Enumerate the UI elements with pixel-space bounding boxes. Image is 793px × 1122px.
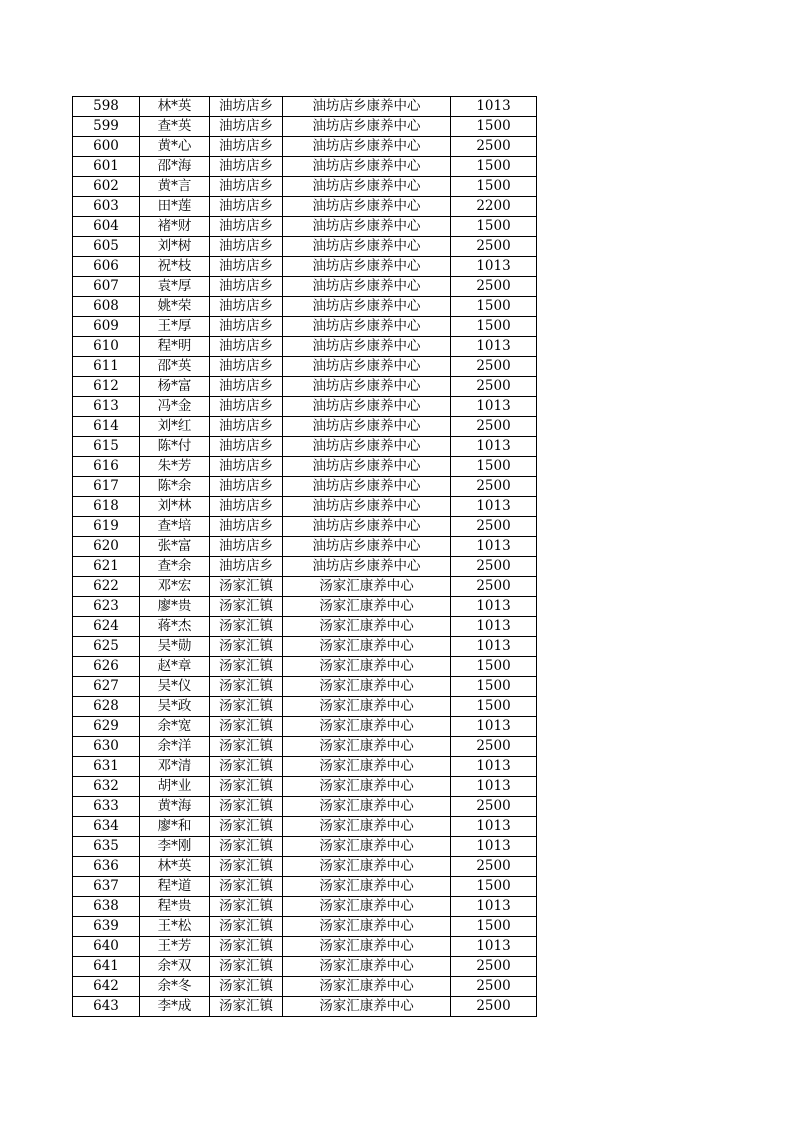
care-center-cell: 油坊店乡康养中心 [283, 337, 451, 357]
row-number-cell: 631 [73, 757, 140, 777]
row-number-cell: 639 [73, 917, 140, 937]
care-center-cell: 油坊店乡康养中心 [283, 137, 451, 157]
table-row [73, 477, 537, 497]
table-row [73, 717, 537, 737]
town-cell: 汤家汇镇 [210, 697, 283, 717]
table-row [73, 497, 537, 517]
name-cell: 吴*勋 [140, 637, 210, 657]
name-cell: 吴*仪 [140, 677, 210, 697]
care-center-cell: 汤家汇康养中心 [283, 857, 451, 877]
amount-cell: 1013 [451, 537, 537, 557]
care-center-cell: 油坊店乡康养中心 [283, 537, 451, 557]
care-center-cell: 油坊店乡康养中心 [283, 217, 451, 237]
amount-cell: 2500 [451, 577, 537, 597]
care-center-cell: 油坊店乡康养中心 [283, 237, 451, 257]
row-number-cell: 627 [73, 677, 140, 697]
name-cell: 蒋*杰 [140, 617, 210, 637]
name-cell: 黄*海 [140, 797, 210, 817]
row-number-cell: 638 [73, 897, 140, 917]
town-cell: 油坊店乡 [210, 197, 283, 217]
name-cell: 冯*金 [140, 397, 210, 417]
town-cell: 油坊店乡 [210, 237, 283, 257]
town-cell: 汤家汇镇 [210, 737, 283, 757]
table-row [73, 337, 537, 357]
amount-cell: 2500 [451, 557, 537, 577]
care-center-cell: 汤家汇康养中心 [283, 977, 451, 997]
town-cell: 油坊店乡 [210, 117, 283, 137]
name-cell: 邓*宏 [140, 577, 210, 597]
row-number-cell: 623 [73, 597, 140, 617]
town-cell: 汤家汇镇 [210, 917, 283, 937]
row-number-cell: 610 [73, 337, 140, 357]
table-row [73, 537, 537, 557]
town-cell: 汤家汇镇 [210, 777, 283, 797]
care-center-cell: 油坊店乡康养中心 [283, 517, 451, 537]
table-row [73, 657, 537, 677]
name-cell: 赵*章 [140, 657, 210, 677]
amount-cell: 1500 [451, 157, 537, 177]
amount-cell: 2500 [451, 797, 537, 817]
row-number-cell: 634 [73, 817, 140, 837]
row-number-cell: 601 [73, 157, 140, 177]
name-cell: 杨*富 [140, 377, 210, 397]
row-number-cell: 635 [73, 837, 140, 857]
table-row [73, 737, 537, 757]
table-row [73, 877, 537, 897]
amount-cell: 2500 [451, 737, 537, 757]
name-cell: 姚*荣 [140, 297, 210, 317]
amount-cell: 1500 [451, 697, 537, 717]
name-cell: 廖*贵 [140, 597, 210, 617]
amount-cell: 2500 [451, 237, 537, 257]
town-cell: 汤家汇镇 [210, 997, 283, 1017]
amount-cell: 2500 [451, 957, 537, 977]
row-number-cell: 616 [73, 457, 140, 477]
row-number-cell: 605 [73, 237, 140, 257]
amount-cell: 2500 [451, 997, 537, 1017]
table-row [73, 757, 537, 777]
row-number-cell: 628 [73, 697, 140, 717]
town-cell: 油坊店乡 [210, 357, 283, 377]
amount-cell: 1013 [451, 257, 537, 277]
amount-cell: 1013 [451, 637, 537, 657]
name-cell: 查*余 [140, 557, 210, 577]
amount-cell: 2500 [451, 477, 537, 497]
care-center-cell: 汤家汇康养中心 [283, 657, 451, 677]
care-center-cell: 油坊店乡康养中心 [283, 157, 451, 177]
table-row [73, 457, 537, 477]
name-cell: 褚*财 [140, 217, 210, 237]
row-number-cell: 626 [73, 657, 140, 677]
row-number-cell: 598 [73, 97, 140, 117]
name-cell: 田*莲 [140, 197, 210, 217]
row-number-cell: 629 [73, 717, 140, 737]
row-number-cell: 613 [73, 397, 140, 417]
amount-cell: 2500 [451, 277, 537, 297]
row-number-cell: 611 [73, 357, 140, 377]
row-number-cell: 630 [73, 737, 140, 757]
row-number-cell: 640 [73, 937, 140, 957]
care-center-cell: 油坊店乡康养中心 [283, 397, 451, 417]
row-number-cell: 618 [73, 497, 140, 517]
table-row [73, 977, 537, 997]
table-row [73, 217, 537, 237]
table-row [73, 97, 537, 117]
name-cell: 祝*枝 [140, 257, 210, 277]
care-center-cell: 汤家汇康养中心 [283, 757, 451, 777]
amount-cell: 1013 [451, 837, 537, 857]
town-cell: 汤家汇镇 [210, 837, 283, 857]
table-row [73, 417, 537, 437]
table-row [73, 857, 537, 877]
name-cell: 陈*余 [140, 477, 210, 497]
row-number-cell: 637 [73, 877, 140, 897]
town-cell: 油坊店乡 [210, 97, 283, 117]
town-cell: 油坊店乡 [210, 417, 283, 437]
table-row [73, 377, 537, 397]
town-cell: 油坊店乡 [210, 317, 283, 337]
name-cell: 吴*政 [140, 697, 210, 717]
amount-cell: 2500 [451, 857, 537, 877]
care-center-cell: 油坊店乡康养中心 [283, 277, 451, 297]
amount-cell: 1013 [451, 817, 537, 837]
care-center-cell: 汤家汇康养中心 [283, 717, 451, 737]
name-cell: 刘*树 [140, 237, 210, 257]
town-cell: 油坊店乡 [210, 557, 283, 577]
name-cell: 李*成 [140, 997, 210, 1017]
care-center-cell: 汤家汇康养中心 [283, 897, 451, 917]
row-number-cell: 624 [73, 617, 140, 637]
amount-cell: 1500 [451, 677, 537, 697]
table-row [73, 897, 537, 917]
name-cell: 黄*言 [140, 177, 210, 197]
care-center-cell: 油坊店乡康养中心 [283, 197, 451, 217]
table-row [73, 257, 537, 277]
town-cell: 汤家汇镇 [210, 797, 283, 817]
table-row [73, 177, 537, 197]
row-number-cell: 604 [73, 217, 140, 237]
care-center-cell: 汤家汇康养中心 [283, 817, 451, 837]
table-row [73, 297, 537, 317]
town-cell: 油坊店乡 [210, 277, 283, 297]
town-cell: 油坊店乡 [210, 257, 283, 277]
name-cell: 刘*红 [140, 417, 210, 437]
care-center-cell: 油坊店乡康养中心 [283, 297, 451, 317]
care-center-cell: 汤家汇康养中心 [283, 617, 451, 637]
table-row [73, 597, 537, 617]
name-cell: 查*英 [140, 117, 210, 137]
care-center-cell: 汤家汇康养中心 [283, 697, 451, 717]
amount-cell: 1013 [451, 97, 537, 117]
town-cell: 油坊店乡 [210, 377, 283, 397]
care-center-cell: 油坊店乡康养中心 [283, 497, 451, 517]
row-number-cell: 642 [73, 977, 140, 997]
town-cell: 油坊店乡 [210, 137, 283, 157]
row-number-cell: 620 [73, 537, 140, 557]
row-number-cell: 633 [73, 797, 140, 817]
table-row [73, 157, 537, 177]
amount-cell: 2500 [451, 517, 537, 537]
care-center-cell: 汤家汇康养中心 [283, 677, 451, 697]
name-cell: 廖*和 [140, 817, 210, 837]
table-row [73, 437, 537, 457]
table-row [73, 837, 537, 857]
amount-cell: 2500 [451, 977, 537, 997]
amount-cell: 1500 [451, 917, 537, 937]
table-row [73, 277, 537, 297]
care-center-cell: 油坊店乡康养中心 [283, 317, 451, 337]
amount-cell: 2500 [451, 357, 537, 377]
row-number-cell: 608 [73, 297, 140, 317]
amount-cell: 1500 [451, 177, 537, 197]
row-number-cell: 614 [73, 417, 140, 437]
care-center-cell: 汤家汇康养中心 [283, 957, 451, 977]
care-center-cell: 油坊店乡康养中心 [283, 377, 451, 397]
table-row [73, 317, 537, 337]
name-cell: 林*英 [140, 857, 210, 877]
name-cell: 邵*海 [140, 157, 210, 177]
amount-cell: 1013 [451, 757, 537, 777]
amount-cell: 1013 [451, 397, 537, 417]
table-row [73, 777, 537, 797]
name-cell: 王*松 [140, 917, 210, 937]
amount-cell: 1500 [451, 457, 537, 477]
name-cell: 朱*芳 [140, 457, 210, 477]
care-center-cell: 汤家汇康养中心 [283, 997, 451, 1017]
care-center-cell: 汤家汇康养中心 [283, 597, 451, 617]
care-center-cell: 汤家汇康养中心 [283, 797, 451, 817]
table-row [73, 957, 537, 977]
town-cell: 汤家汇镇 [210, 937, 283, 957]
table-row [73, 997, 537, 1017]
name-cell: 张*富 [140, 537, 210, 557]
town-cell: 油坊店乡 [210, 157, 283, 177]
amount-cell: 1013 [451, 437, 537, 457]
town-cell: 油坊店乡 [210, 537, 283, 557]
amount-cell: 1013 [451, 777, 537, 797]
row-number-cell: 617 [73, 477, 140, 497]
row-number-cell: 612 [73, 377, 140, 397]
care-center-cell: 汤家汇康养中心 [283, 917, 451, 937]
amount-cell: 1500 [451, 657, 537, 677]
table-row [73, 197, 537, 217]
row-number-cell: 621 [73, 557, 140, 577]
town-cell: 汤家汇镇 [210, 957, 283, 977]
town-cell: 油坊店乡 [210, 497, 283, 517]
row-number-cell: 632 [73, 777, 140, 797]
town-cell: 油坊店乡 [210, 217, 283, 237]
name-cell: 黄*心 [140, 137, 210, 157]
town-cell: 油坊店乡 [210, 477, 283, 497]
care-center-cell: 油坊店乡康养中心 [283, 357, 451, 377]
care-center-cell: 油坊店乡康养中心 [283, 457, 451, 477]
town-cell: 汤家汇镇 [210, 617, 283, 637]
care-center-cell: 油坊店乡康养中心 [283, 117, 451, 137]
table-row [73, 917, 537, 937]
care-center-cell: 汤家汇康养中心 [283, 937, 451, 957]
town-cell: 油坊店乡 [210, 437, 283, 457]
row-number-cell: 599 [73, 117, 140, 137]
row-number-cell: 636 [73, 857, 140, 877]
care-center-cell: 油坊店乡康养中心 [283, 417, 451, 437]
care-center-cell: 油坊店乡康养中心 [283, 257, 451, 277]
name-cell: 袁*厚 [140, 277, 210, 297]
name-cell: 刘*林 [140, 497, 210, 517]
row-number-cell: 607 [73, 277, 140, 297]
row-number-cell: 641 [73, 957, 140, 977]
amount-cell: 1013 [451, 897, 537, 917]
amount-cell: 1500 [451, 117, 537, 137]
town-cell: 油坊店乡 [210, 177, 283, 197]
amount-cell: 1013 [451, 497, 537, 517]
name-cell: 程*明 [140, 337, 210, 357]
name-cell: 余*冬 [140, 977, 210, 997]
row-number-cell: 615 [73, 437, 140, 457]
care-center-cell: 油坊店乡康养中心 [283, 437, 451, 457]
town-cell: 汤家汇镇 [210, 757, 283, 777]
town-cell: 油坊店乡 [210, 397, 283, 417]
name-cell: 余*洋 [140, 737, 210, 757]
table-row [73, 617, 537, 637]
table-row [73, 797, 537, 817]
town-cell: 汤家汇镇 [210, 637, 283, 657]
name-cell: 王*芳 [140, 937, 210, 957]
amount-cell: 2500 [451, 137, 537, 157]
row-number-cell: 609 [73, 317, 140, 337]
table-row [73, 137, 537, 157]
name-cell: 程*贵 [140, 897, 210, 917]
table-row [73, 637, 537, 657]
amount-cell: 1013 [451, 937, 537, 957]
amount-cell: 1013 [451, 597, 537, 617]
amount-cell: 1013 [451, 617, 537, 637]
row-number-cell: 602 [73, 177, 140, 197]
table-row [73, 237, 537, 257]
name-cell: 程*道 [140, 877, 210, 897]
amount-cell: 1013 [451, 337, 537, 357]
row-number-cell: 606 [73, 257, 140, 277]
care-center-cell: 汤家汇康养中心 [283, 577, 451, 597]
roster-table [72, 96, 537, 1017]
table-row [73, 117, 537, 137]
table-row [73, 557, 537, 577]
care-center-cell: 油坊店乡康养中心 [283, 177, 451, 197]
table-row [73, 397, 537, 417]
row-number-cell: 603 [73, 197, 140, 217]
care-center-cell: 汤家汇康养中心 [283, 777, 451, 797]
table-row [73, 677, 537, 697]
care-center-cell: 汤家汇康养中心 [283, 637, 451, 657]
amount-cell: 2200 [451, 197, 537, 217]
town-cell: 汤家汇镇 [210, 717, 283, 737]
name-cell: 陈*付 [140, 437, 210, 457]
care-center-cell: 油坊店乡康养中心 [283, 557, 451, 577]
town-cell: 汤家汇镇 [210, 577, 283, 597]
name-cell: 余*双 [140, 957, 210, 977]
town-cell: 汤家汇镇 [210, 657, 283, 677]
town-cell: 汤家汇镇 [210, 817, 283, 837]
care-center-cell: 油坊店乡康养中心 [283, 477, 451, 497]
row-number-cell: 622 [73, 577, 140, 597]
town-cell: 油坊店乡 [210, 297, 283, 317]
row-number-cell: 619 [73, 517, 140, 537]
amount-cell: 2500 [451, 377, 537, 397]
town-cell: 汤家汇镇 [210, 857, 283, 877]
row-number-cell: 625 [73, 637, 140, 657]
town-cell: 汤家汇镇 [210, 897, 283, 917]
name-cell: 查*培 [140, 517, 210, 537]
table-row [73, 937, 537, 957]
table-row [73, 817, 537, 837]
table-row [73, 697, 537, 717]
amount-cell: 1500 [451, 877, 537, 897]
name-cell: 林*英 [140, 97, 210, 117]
town-cell: 汤家汇镇 [210, 977, 283, 997]
amount-cell: 1500 [451, 317, 537, 337]
table-row [73, 517, 537, 537]
care-center-cell: 油坊店乡康养中心 [283, 97, 451, 117]
town-cell: 汤家汇镇 [210, 877, 283, 897]
amount-cell: 1500 [451, 217, 537, 237]
town-cell: 油坊店乡 [210, 517, 283, 537]
town-cell: 油坊店乡 [210, 337, 283, 357]
name-cell: 李*刚 [140, 837, 210, 857]
amount-cell: 1500 [451, 297, 537, 317]
care-center-cell: 汤家汇康养中心 [283, 737, 451, 757]
amount-cell: 1013 [451, 717, 537, 737]
amount-cell: 2500 [451, 417, 537, 437]
roster-table-body [73, 97, 537, 1017]
row-number-cell: 643 [73, 997, 140, 1017]
care-center-cell: 汤家汇康养中心 [283, 837, 451, 857]
town-cell: 汤家汇镇 [210, 597, 283, 617]
table-row [73, 577, 537, 597]
care-center-cell: 汤家汇康养中心 [283, 877, 451, 897]
name-cell: 邵*英 [140, 357, 210, 377]
name-cell: 王*厚 [140, 317, 210, 337]
table-row [73, 357, 537, 377]
name-cell: 余*宽 [140, 717, 210, 737]
name-cell: 胡*业 [140, 777, 210, 797]
name-cell: 邓*清 [140, 757, 210, 777]
town-cell: 汤家汇镇 [210, 677, 283, 697]
town-cell: 油坊店乡 [210, 457, 283, 477]
row-number-cell: 600 [73, 137, 140, 157]
